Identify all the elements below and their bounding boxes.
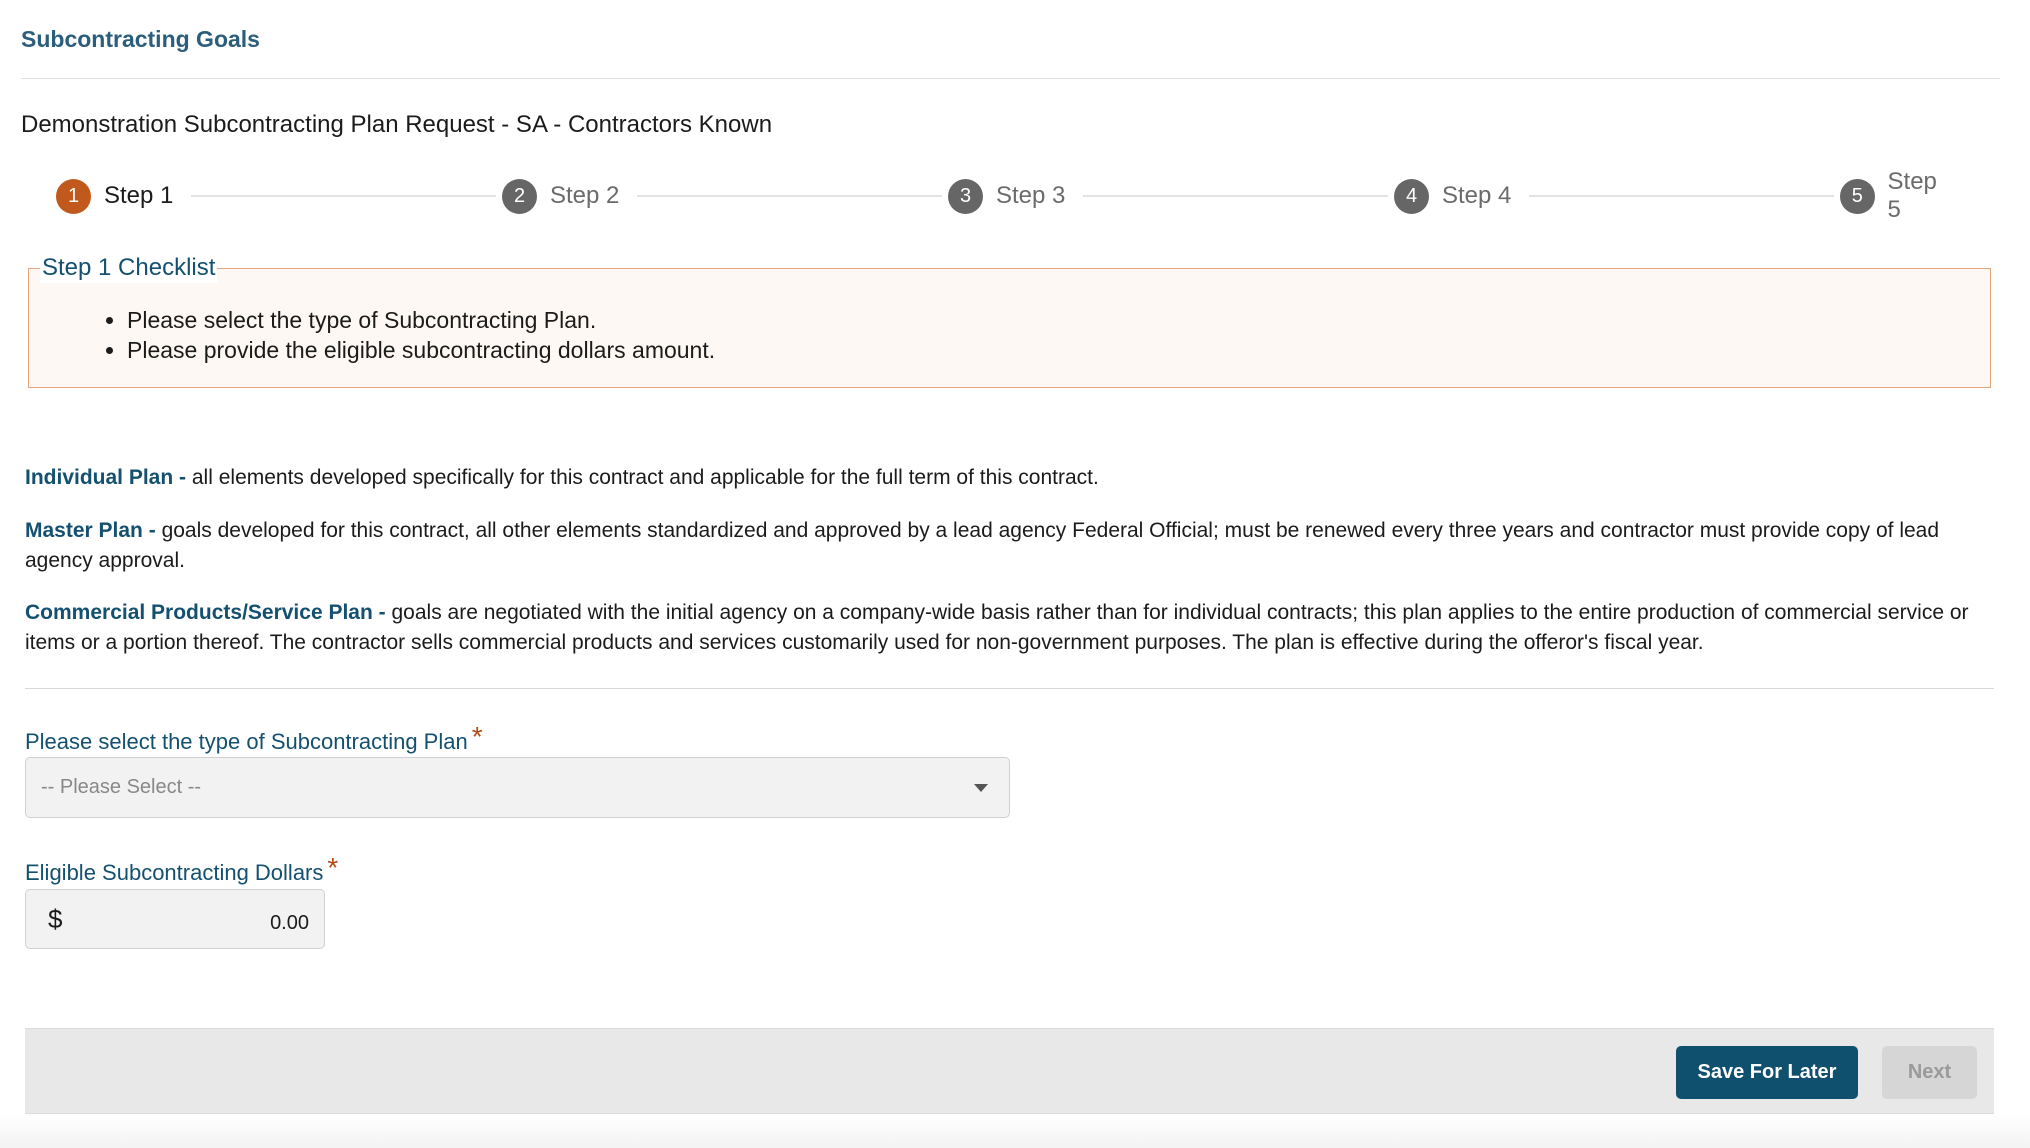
- step-3[interactable]: [948, 177, 1065, 215]
- section-divider: [25, 688, 1994, 689]
- step-connector: [1529, 195, 1834, 197]
- step-number: 5: [1840, 179, 1875, 214]
- dollars-label: [25, 852, 339, 887]
- plan-text: goals are negotiated with the initial agency on a company-wide basis rather than for individual contracts; this plan applies to the entire production of commercial service or items or a portion thereof. The contractor sells commercial products and services customarily used for non-government purposes. The plan is effective during the offeror's fiscal year.: [25, 601, 1969, 654]
- chevron-down-icon: [974, 784, 988, 792]
- step-1[interactable]: [56, 177, 173, 215]
- plan-description-commercial: [25, 598, 2000, 658]
- checklist-legend: Step 1 Checklist: [42, 254, 216, 281]
- step-2[interactable]: [502, 177, 619, 215]
- checklist-item: • Please select the type of Subcontracting Plan.: [127, 305, 715, 335]
- plan-description-master: [25, 516, 2000, 576]
- plan-name: Master Plan -: [25, 519, 156, 542]
- step-connector: [191, 195, 496, 197]
- plan-type-label-text: Please select the type of Subcontracting Plan: [25, 729, 468, 754]
- required-asterisk: *: [327, 852, 339, 883]
- checklist-items: [127, 305, 715, 365]
- plan-type-selected-value: -- Please Select --: [41, 776, 202, 798]
- dollar-sign-icon: $: [48, 904, 63, 934]
- title-divider: [21, 78, 2000, 79]
- step-connector: [637, 195, 942, 197]
- page-title: Subcontracting Goals: [21, 26, 260, 52]
- plan-text: all elements developed specifically for this contract and applicable for the full term of this contract.: [191, 466, 1099, 489]
- dollars-label-text: Eligible Subcontracting Dollars: [25, 860, 324, 885]
- plan-type-select[interactable]: [25, 757, 1010, 818]
- step-4[interactable]: [1394, 177, 1511, 215]
- step-label: Step 4: [1442, 182, 1512, 209]
- step-number: 1: [56, 179, 91, 214]
- step-label: Step 3: [996, 182, 1066, 209]
- step-number: 2: [502, 179, 537, 214]
- step-5[interactable]: [1840, 168, 1956, 223]
- plan-text: goals developed for this contract, all other elements standardized and approved by a lead agency Federal Official; must be renewed every three years and contractor must provide copy of lead agency approval.: [25, 519, 1940, 572]
- plan-description-individual: [25, 463, 2000, 493]
- form-action-bar: [25, 1028, 1994, 1114]
- step-checklist: [28, 254, 1991, 388]
- step-label: Step 1: [104, 182, 174, 209]
- step-connector: [1083, 195, 1388, 197]
- next-button[interactable]: Next: [1882, 1046, 1977, 1099]
- page-bottom-edge: [0, 1114, 2030, 1148]
- step-number: 4: [1394, 179, 1429, 214]
- stepper: [56, 168, 1956, 223]
- request-name: Demonstration Subcontracting Plan Request - SA - Contractors Known: [21, 111, 773, 138]
- plan-type-label: [25, 721, 483, 756]
- plan-name: Individual Plan -: [25, 466, 187, 489]
- step-label: Step 5: [1887, 168, 1937, 223]
- required-asterisk: *: [471, 721, 483, 752]
- checklist-item: • Please provide the eligible subcontracting dollars amount.: [127, 335, 715, 365]
- dollars-value: 0.00: [270, 912, 309, 934]
- step-label: Step 2: [550, 182, 620, 209]
- dollars-input[interactable]: [25, 889, 325, 949]
- plan-name: Commercial Products/Service Plan -: [25, 601, 386, 624]
- save-for-later-button[interactable]: Save For Later: [1676, 1046, 1858, 1099]
- step-number: 3: [948, 179, 983, 214]
